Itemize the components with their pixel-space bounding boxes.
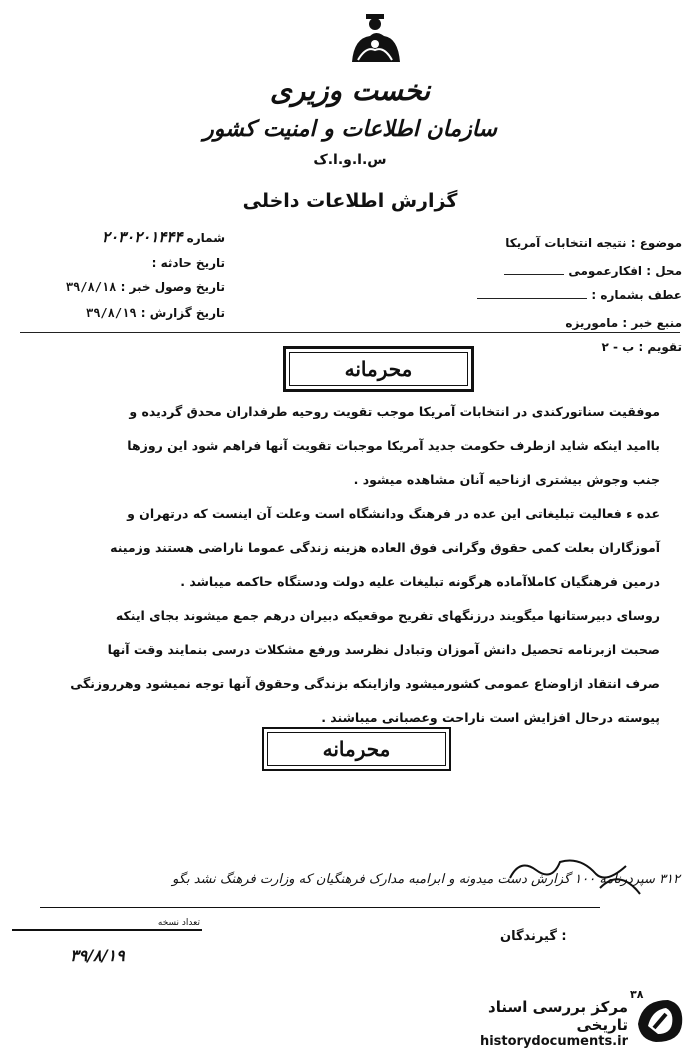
archive-logo-icon <box>632 994 688 1046</box>
subject-label: موضوع : <box>630 236 682 250</box>
subject-row <box>422 236 682 250</box>
report-type-title: گزارش اطلاعات داخلی <box>242 190 458 212</box>
org-subtitle: سازمان اطلاعات و امنیت کشور <box>203 116 497 142</box>
page-code: ۳۸ <box>630 988 644 1001</box>
body-line: صرف انتقاد ازاوضاع عمومی کشورمیشود وازاینکه بزندگی وحقوق آنها توجه نمیشود وهرروزنگی <box>70 676 660 691</box>
body-line: جنب وجوش بیشتری ازناحیه آنان مشاهده میشود . <box>353 472 660 487</box>
reference-label: عطف بشماره : <box>591 288 682 302</box>
lion-and-sun-emblem-icon <box>340 10 410 68</box>
confidential-stamp-top <box>283 346 474 392</box>
copies-label: تعداد نسخه <box>157 918 200 928</box>
body-line: پیوسته درحال افزایش است ناراحت وعصبانی میباشند . <box>321 710 660 725</box>
report-date-label: تاریخ گزارش : <box>140 306 225 320</box>
number-row <box>10 228 225 246</box>
receipt-date-label: تاریخ وصول خبر : <box>120 280 225 294</box>
body-line: موفقیت سناتورکندی در انتخابات آمریکا موجب تقویت روحیه طرفداران محدق گردیده و <box>129 404 660 419</box>
number-label: شماره <box>186 231 225 245</box>
reference-row <box>422 288 682 302</box>
evaluation-value: ب - ۲ <box>601 340 635 354</box>
body-line: صحبت ازبرنامه تحصیل دانش آموزان وتبادل نظرسد ورفع مشکلات درسی بنمایند وقت آنها <box>107 642 660 657</box>
copies-line <box>12 929 202 931</box>
source-label: منبع خبر : <box>622 316 682 330</box>
handwritten-note: ۳۱۲ سپردرنامه ۱۰۰ گزارش دست میدونه و ابرامبه مدارک فرهنگیان که وزارت فرهنگ نشد بگو <box>172 872 680 887</box>
event-date-row <box>10 256 225 270</box>
body-line: درمین فرهنگیان کاملاآماده هرگونه تبلیغات علیه دولت ودستگاه حاکمه میباشد . <box>180 574 660 589</box>
body-line: آموزگاران بعلت کمی حقوق وگرانی فوق العاده هزینه زندگی عموما ناراضی هستند وزمینه <box>110 540 660 555</box>
watermark-url: historydocuments.ir <box>479 1034 628 1049</box>
evaluation-label: تقویم : <box>638 340 682 354</box>
note-underline <box>40 907 600 908</box>
confidential-stamp-bottom-text: محرمانه <box>267 732 446 766</box>
event-date-label: تاریخ حادثه : <box>151 256 225 270</box>
header-divider <box>20 332 680 333</box>
place-value: افکارعمومی <box>568 264 643 278</box>
watermark <box>438 998 628 1049</box>
recipients-label: : گیرندگان <box>500 929 567 944</box>
number-value: ۲۰۳۰۲۰۱۴۴۴ <box>101 228 183 246</box>
subject-value: نتیجه انتخابات آمریکا <box>505 236 627 250</box>
source-value: ماموریزه <box>565 316 619 330</box>
receipt-date-value: ۳۹/۸/۱۸ <box>65 280 117 294</box>
confidential-stamp-top-text: محرمانه <box>289 352 468 386</box>
body-line: عده ء فعالیت تبلیغاتی این عده در فرهنگ ودانشگاه است وعلت آن اینست که درتهران و <box>127 506 660 521</box>
body-line: باامید اینکه شاید ازطرف حکومت جدید آمریکا موجبات تقویت آنها فراهم شود این روزها <box>127 438 660 453</box>
org-code: س.ا.و.ا.ک <box>313 152 387 168</box>
place-label: محل : <box>646 264 682 278</box>
receipt-date-row <box>10 280 225 294</box>
body-line: روسای دبیرستانها میگویند درزنگهای تفریح موقعیکه دبیران درهم جمع میشوند بجای اینکه <box>115 608 660 623</box>
confidential-stamp-bottom <box>262 727 451 771</box>
source-row <box>422 316 682 330</box>
org-title: نخست وزیری <box>269 74 431 107</box>
handwritten-date: ۳۹/۸/۱۹ <box>70 946 125 965</box>
report-date-value: ۳۹/۸/۱۹ <box>85 306 137 320</box>
place-row <box>422 264 682 278</box>
watermark-title: مرکز بررسی اسناد تاریخی <box>488 998 628 1034</box>
report-date-row <box>10 306 225 320</box>
